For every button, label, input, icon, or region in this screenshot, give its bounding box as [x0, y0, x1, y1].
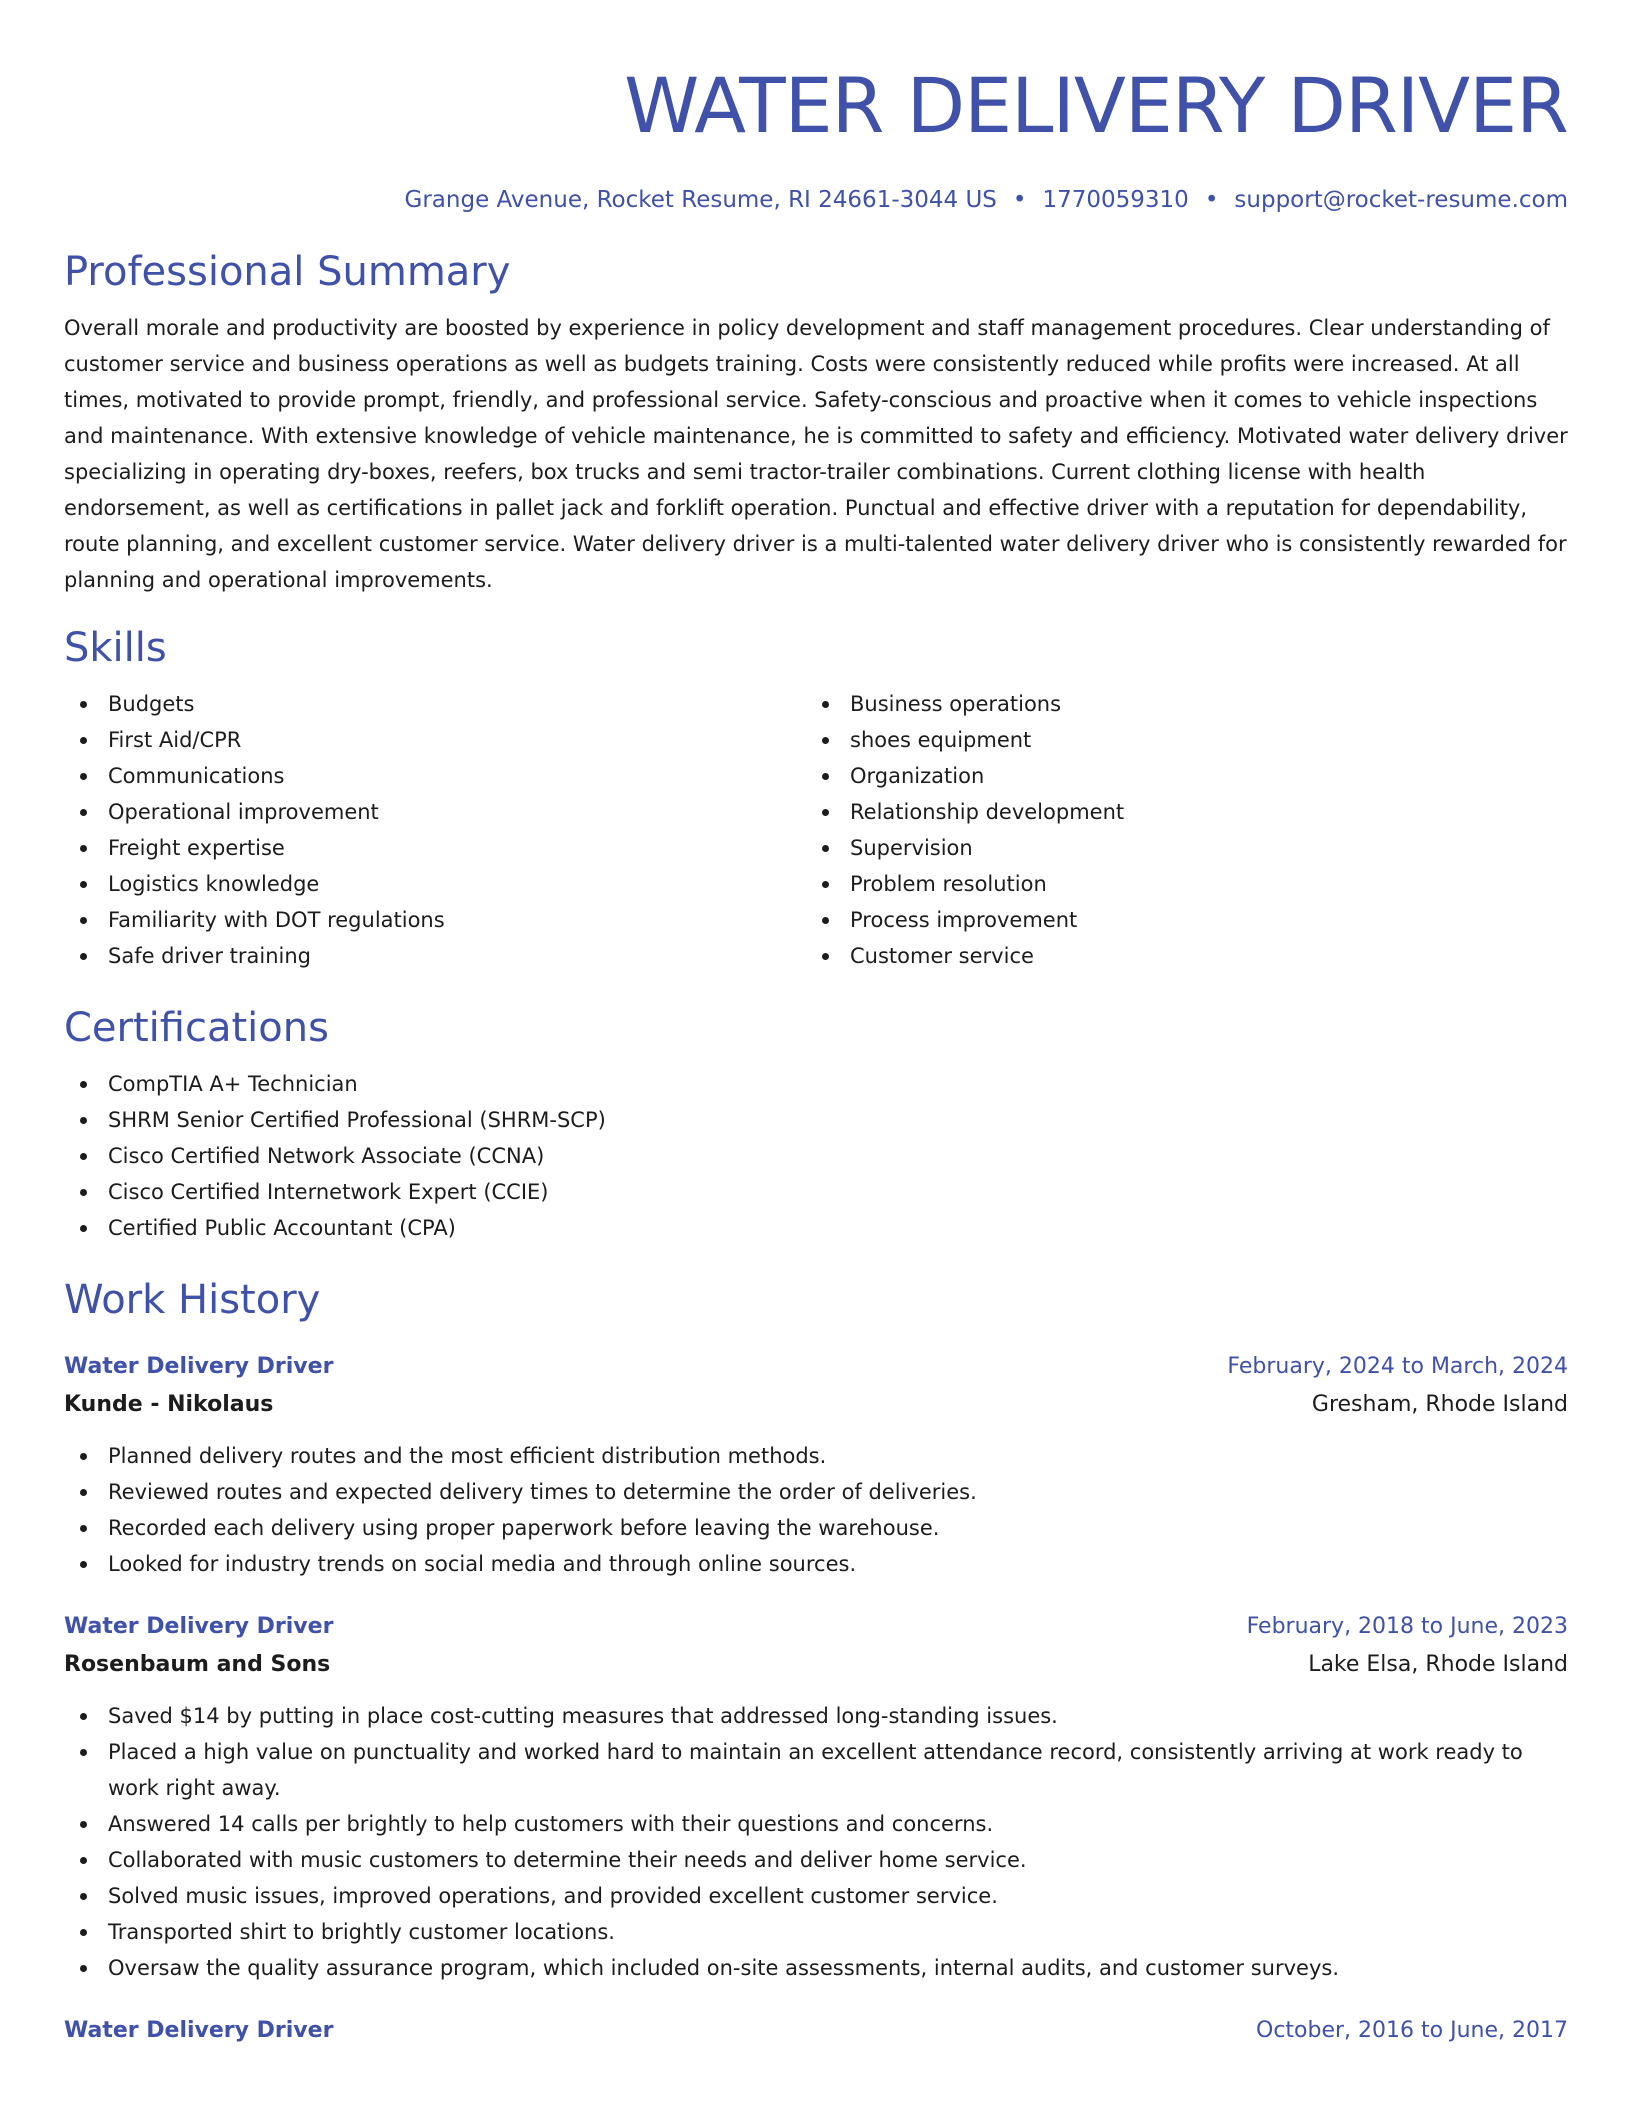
job-company: Rosenbaum and Sons	[64, 1652, 331, 1677]
summary-heading: Professional Summary	[64, 249, 511, 295]
contact-separator: •	[1204, 187, 1219, 213]
job-bullets	[64, 1698, 1568, 1986]
job-dates: February, 2024 to March, 2024	[1227, 1354, 1568, 1379]
job-bullet: Saved $14 by putting in place cost-cutting measures that addressed long-standing issues.	[64, 1698, 1568, 1734]
skill-item: Freight expertise	[64, 830, 806, 866]
certification-item: Certified Public Accountant (CPA)	[64, 1210, 1568, 1246]
skills-list	[64, 686, 1568, 974]
certification-item: Cisco Certified Internetwork Expert (CCIE)	[64, 1174, 1568, 1210]
skill-item: Safe driver training	[64, 938, 806, 974]
skill-item: shoes equipment	[806, 722, 1548, 758]
job-bullet: Solved music issues, improved operations, and provided excellent customer service.	[64, 1878, 1568, 1914]
skill-item: First Aid/CPR	[64, 722, 806, 758]
job-bullet: Reviewed routes and expected delivery times to determine the order of deliveries.	[64, 1474, 1568, 1510]
skill-item: Organization	[806, 758, 1548, 794]
job-dates: February, 2018 to June, 2023	[1246, 1614, 1568, 1639]
job-company-row	[64, 1386, 1568, 1424]
job-bullet: Answered 14 calls per brightly to help customers with their questions and concerns.	[64, 1806, 1568, 1842]
work-history-heading: Work History	[64, 1277, 321, 1323]
job-header-row	[64, 2012, 1568, 2050]
job-entry	[64, 2012, 1568, 2050]
resume-name: WATER DELIVERY DRIVER	[624, 61, 1568, 150]
certifications-heading: Certifications	[64, 1005, 329, 1051]
job-dates: October, 2016 to June, 2017	[1256, 2018, 1568, 2043]
job-company: Kunde - Nikolaus	[64, 1392, 274, 1417]
job-header-row	[64, 1348, 1568, 1386]
certifications-list	[64, 1066, 1568, 1246]
contact-address: Grange Avenue, Rocket Resume, RI 24661-3044 US	[404, 187, 997, 213]
job-title: Water Delivery Driver	[64, 1614, 334, 1639]
skill-item: Supervision	[806, 830, 1548, 866]
job-company-row	[64, 1646, 1568, 1684]
contact-email: support@rocket-resume.com	[1234, 187, 1568, 213]
skill-item: Problem resolution	[806, 866, 1548, 902]
job-bullets	[64, 1438, 1568, 1582]
job-title: Water Delivery Driver	[64, 1354, 334, 1379]
contact-line	[64, 184, 1568, 216]
skill-item: Communications	[64, 758, 806, 794]
certification-item: SHRM Senior Certified Professional (SHRM-SCP)	[64, 1102, 1568, 1138]
resume-page	[64, 0, 1568, 2050]
job-entry	[64, 1608, 1568, 1986]
job-location: Gresham, Rhode Island	[1311, 1392, 1568, 1417]
skills-heading: Skills	[64, 625, 167, 671]
job-bullet: Oversaw the quality assurance program, which included on-site assessments, internal audits, and customer surveys.	[64, 1950, 1568, 1986]
certification-item: Cisco Certified Network Associate (CCNA)	[64, 1138, 1568, 1174]
summary-text: Overall morale and productivity are boosted by experience in policy development and staff management procedures. Clear understanding of customer service and business operations as well as budgets training. Costs were consistently reduced while profits were increased. At all times, motivated to provide prompt, friendly, and professional service. Safety-conscious and proactive when it comes to vehicle inspections and maintenance. With extensive knowledge of vehicle maintenance, he is committed to safety and efficiency. Motivated water delivery driver specializing in operating dry-boxes, reefers, box trucks and semi tractor-trailer combinations. Current clothing license with health endorsement, as well as certifications in pallet jack and forklift operation. Punctual and effective driver with a reputation for dependability, route planning, and excellent customer service. Water delivery driver is a multi-talented water delivery driver who is consistently rewarded for planning and operational improvements.	[64, 316, 1568, 592]
job-bullet: Looked for industry trends on social media and through online sources.	[64, 1546, 1568, 1582]
certification-item: CompTIA A+ Technician	[64, 1066, 1568, 1102]
skill-item: Operational improvement	[64, 794, 806, 830]
job-entry	[64, 1348, 1568, 1582]
contact-separator: •	[1012, 187, 1027, 213]
skill-item: Process improvement	[806, 902, 1548, 938]
job-header-row	[64, 1608, 1568, 1646]
skill-item: Business operations	[806, 686, 1548, 722]
skills-column-left	[64, 686, 806, 974]
job-bullet: Transported shirt to brightly customer locations.	[64, 1914, 1568, 1950]
skill-item: Budgets	[64, 686, 806, 722]
job-bullet: Recorded each delivery using proper paperwork before leaving the warehouse.	[64, 1510, 1568, 1546]
skill-item: Familiarity with DOT regulations	[64, 902, 806, 938]
job-location: Lake Elsa, Rhode Island	[1308, 1652, 1568, 1677]
contact-phone: 1770059310	[1042, 187, 1189, 213]
job-bullet: Planned delivery routes and the most efficient distribution methods.	[64, 1438, 1568, 1474]
job-bullet: Collaborated with music customers to determine their needs and deliver home service.	[64, 1842, 1568, 1878]
skill-item: Customer service	[806, 938, 1548, 974]
job-title: Water Delivery Driver	[64, 2018, 334, 2043]
skill-item: Relationship development	[806, 794, 1548, 830]
job-bullet: Placed a high value on punctuality and worked hard to maintain an excellent attendance record, consistently arriving at work ready to work right away.	[64, 1734, 1568, 1806]
skill-item: Logistics knowledge	[64, 866, 806, 902]
skills-column-right	[806, 686, 1548, 974]
